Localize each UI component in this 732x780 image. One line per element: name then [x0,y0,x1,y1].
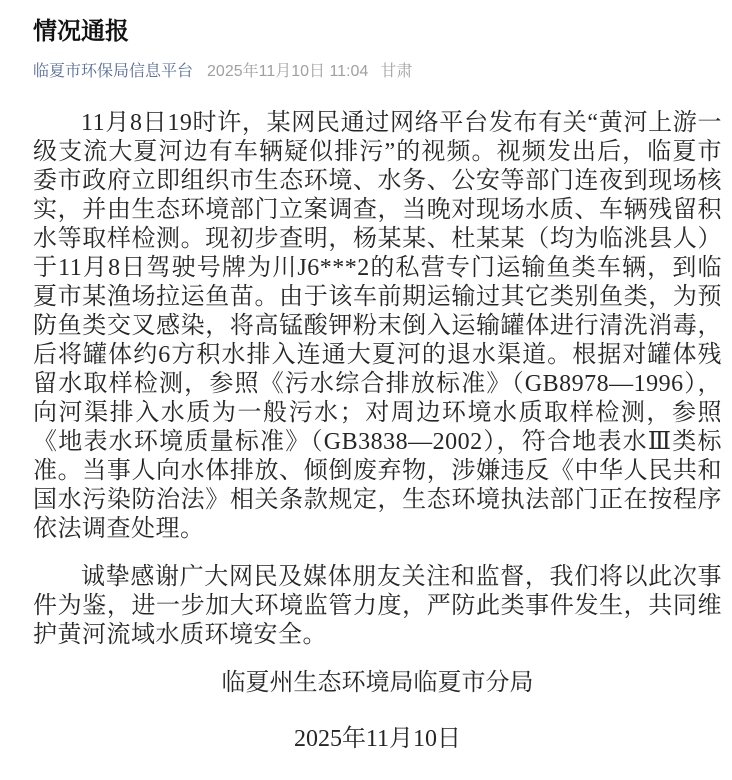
signature-line: 临夏州生态环境局临夏市分局 [221,670,534,696]
signature-date: 2025年11月10日 [293,726,462,752]
signature-block [33,669,722,754]
article-body [33,109,722,650]
publish-datetime: 2025年11月10日 11:04 [207,63,369,80]
body-paragraph-2: 诚挚感谢广大网民及媒体朋友关注和监督，我们将以此次事件为鉴，进一步加大环境监管力度，严防此类事件发生，共同维护黄河流域水质环境安全。 [33,564,722,648]
byline [33,61,722,82]
account-name-link[interactable]: 临夏市环保局信息平台 [33,63,194,80]
body-paragraph-1: 11月8日19时许，某网民通过网络平台发布有关“黄河上游一级支流大夏河边有车辆疑似排污”的视频。视频发出后，临夏市委市政府立即组织市生态环境、水务、公安等部门连夜到现场核实，并由生态环境部门立案调查，当晚对现场水质、车辆残留积水等取样检测。现初步查明，杨某某、杜某某（均为临洮县人）于11月8日驾驶号牌为川J6***2的私营专门运输鱼类车辆，到临夏市某渔场拉运鱼苗。由于该车前期运输过其它类别鱼类，为预防鱼类交叉感染，将高锰酸钾粉末倒入运输罐体进行清洗消毒，后将罐体约6方积水排入连通大夏河的退水渠道。根据对罐体残留水取样检测，参照《污水综合排放标准》（GB8978—1996），向河渠排入水质为一般污水；对周边环境水质取样检测，参照《地表水环境质量标准》（GB3838—2002），符合地表水Ⅲ类标准。当事人向水体排放、倾倒废弃物，涉嫌违反《中华人民共和国水污染防治法》相关条款规定，生态环境执法部门正在按程序依法调查处理。 [33,110,722,542]
article-title: 情况通报 [33,18,129,45]
publish-location: 甘肃 [380,63,413,80]
